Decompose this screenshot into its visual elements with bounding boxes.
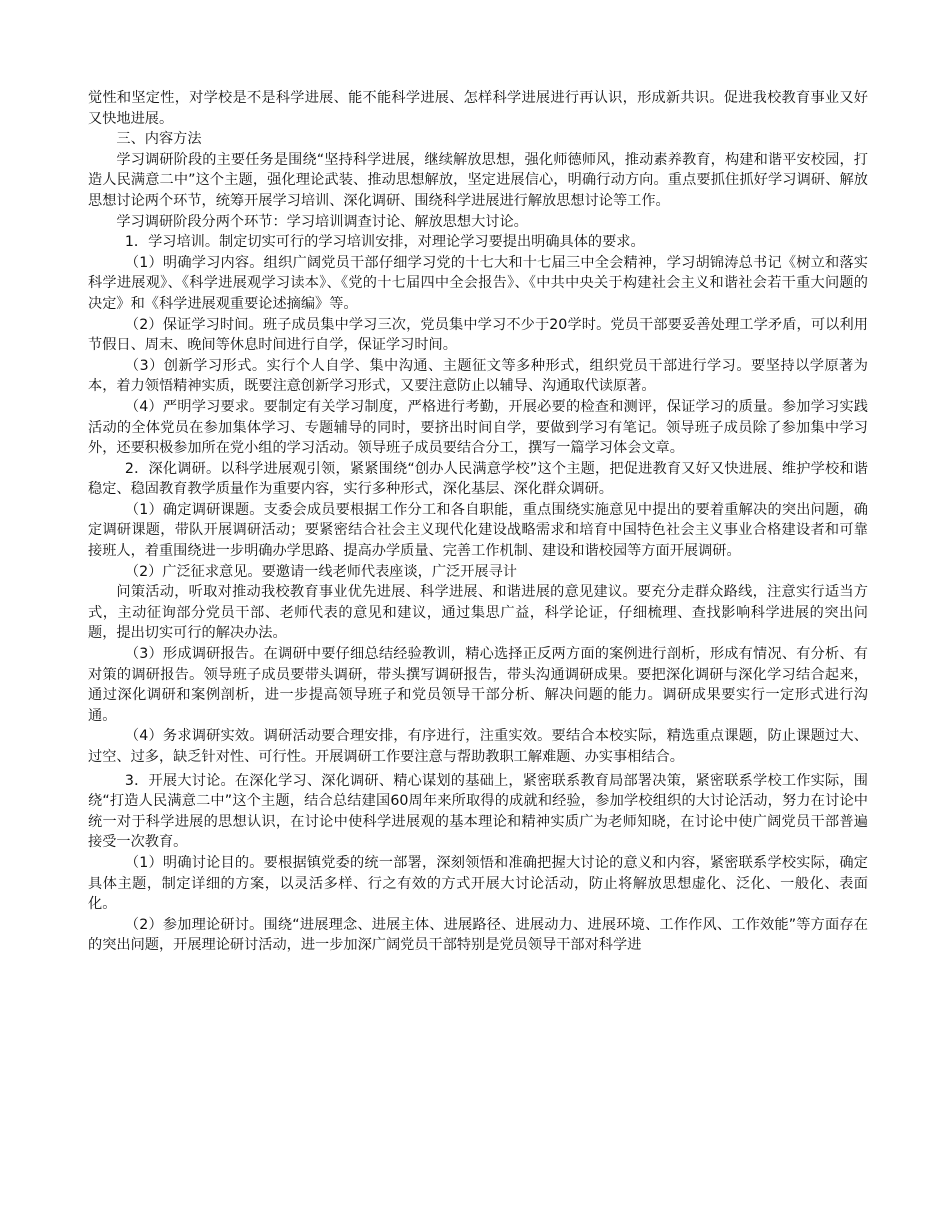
item-2-deepen-research: 2．深化调研。以科学进展观引领，紧紧围绕“创办人民满意学校”这个主题，把促进教育又好又快进展、维护学校和谐稳定、稳固教育教学质量作为重要内容，实行多种形式，深化基层、深化群众调研。 bbox=[88, 460, 868, 498]
section-heading-content-methods: 三、内容方法 bbox=[116, 131, 202, 148]
subitem-1-3-study-form: （3）创新学习形式。实行个人自学、集中沟通、主题征文等多种形式，组织党员干部进行学习。要坚持以学原著为本，着力领悟精神实质，既要注意创新学习形式，又要注意防止以辅导、沟通取代读原著。 bbox=[88, 357, 868, 395]
paragraph-two-stages: 学习调研阶段分两个环节：学习培训调查讨论、解放思想大讨论。 bbox=[116, 213, 528, 230]
item-1-study-training: 1．学习培训。制定切实可行的学习培训安排，对理论学习要提出明确具体的要求。 bbox=[124, 234, 645, 251]
paragraph-continuation: 觉性和坚定性，对学校是不是科学进展、能不能科学进展、怎样科学进展进行再认识，形成新共识。促进我校教育事业又好又快地进展。 bbox=[88, 90, 868, 127]
subitem-3-1-discussion-purpose: （1）明确讨论目的。要根据镇党委的统一部署，深刻领悟和准确把握大讨论的意义和内容，紧密联系学校实际，确定具体主题，制定详细的方案，以灵活多样、行之有效的方式开展大讨论活动，防止将解放思想虚化、泛化、一般化、表面化。 bbox=[88, 854, 868, 913]
subitem-3-2-theory-seminar: （2）参加理论研讨。围绕“进展理念、进展主体、进展路径、进展动力、进展环境、工作作风、工作效能”等方面存在的突出问题，开展理论研讨活动，进一步加深广阔党员干部特别是党员领导干部对科学进 bbox=[88, 916, 868, 954]
subitem-1-2-study-time: （2）保证学习时间。班子成员集中学习三次，党员集中学习不少于20学时。党员干部要妥善处理工学矛盾，可以利用节假日、周末、晚间等休息时间进行自学，保证学习时间。 bbox=[88, 316, 868, 354]
subitem-2-2-solicit-opinions: （2）广泛征求意见。要邀请一线老师代表座谈，广泛开展寻计 bbox=[124, 563, 517, 580]
subitem-1-1-study-content: （1）明确学习内容。组织广阔党员干部仔细学习党的十七大和十七届三中全会精神，学习胡锦涛总书记《树立和落实科学进展观》、《科学进展观学习读本》、《党的十七届四中全会报告》、《中共中央关于构建社会主义和谐社会若干重大问题的决定》和《科学进展观重要论述摘编》等。 bbox=[88, 254, 868, 312]
subitem-2-1-research-topics: （1）确定调研课题。支委会成员要根据工作分工和各自职能，重点围绕实施意见中提出的要着重解决的突出问题，确定调研课题，带队开展调研活动；要紧密结合社会主义现代化建设战略需求和培育中国特色社会主义事业合格建设者和可靠接班人，着重围绕进一步明确办学思路、提高办学质量、完善工作机制、建设和谐校园等方面开展调研。 bbox=[88, 501, 868, 560]
subitem-2-4-research-effectiveness: （4）务求调研实效。调研活动要合理安排，有序进行，注重实效。要结合本校实际，精选重点课题，防止课题过大、过空、过多，缺乏针对性、可行性。开展调研工作要注意与帮助教职工解难题、办实事相结合。 bbox=[88, 728, 868, 765]
subitem-1-4-study-requirements: （4）严明学习要求。要制定有关学习制度，严格进行考勤，开展必要的检查和测评，保证学习的质量。参加学习实践活动的全体党员在参加集体学习、专题辅导的同时，要挤出时间自学，要做到学习有笔记。领导班子成员除了参加集中学习外，还要积极参加所在党小组的学习活动。领导班子成员要结合分工，撰写一篇学习体会文章。 bbox=[88, 398, 868, 457]
subitem-2-3-research-report: （3）形成调研报告。在调研中要仔细总结经验教训，精心选择正反两方面的案例进行剖析，形成有情况、有分析、有对策的调研报告。领导班子成员要带头调研，带头撰写调研报告，带头沟通调研成果。要把深化调研与深化学习结合起来，通过深化调研和案例剖析，进一步提高领导班子和党员领导干部分析、解决问题的能力。调研成果要实行一定形式进行沟通。 bbox=[88, 646, 868, 724]
paragraph-main-task: 学习调研阶段的主要任务是围绕“坚持科学进展，继续解放思想，强化师德师风，推动素养教育，构建和谐平安校园，打造人民满意二中”这个主题，强化理论武装、推动思想解放，坚定进展信心，明确行动方向。重点要抓住抓好学习调研、解放思想讨论两个环节，统筹开展学习培训、深化调研、围绕科学进展进行解放思想讨论等工作。 bbox=[88, 151, 868, 209]
paragraph-consultation: 问策活动，听取对推动我校教育事业优先进展、科学进展、和谐进展的意见建议。要充分走群众路线，注意实行适当方式，主动征询部分党员干部、老师代表的意见和建议，通过集思广益，科学论证，仔细梳理、查找影响科学进展的突出问题，提出切实可行的解决办法。 bbox=[88, 584, 868, 642]
document-page bbox=[88, 88, 868, 956]
item-3-big-discussion: 3．开展大讨论。在深化学习、深化调研、精心谋划的基础上，紧密联系教育局部署决策，紧密联系学校工作实际，围绕“打造人民满意二中”这个主题，结合总结建国60周年来所取得的成就和经验，参加学校组织的大讨论活动，努力在讨论中统一对于科学进展的思想认识，在讨论中使科学进展观的基本理论和精神实质广为老师知晓，在讨论中使广阔党员干部普遍接受一次教育。 bbox=[88, 772, 868, 851]
